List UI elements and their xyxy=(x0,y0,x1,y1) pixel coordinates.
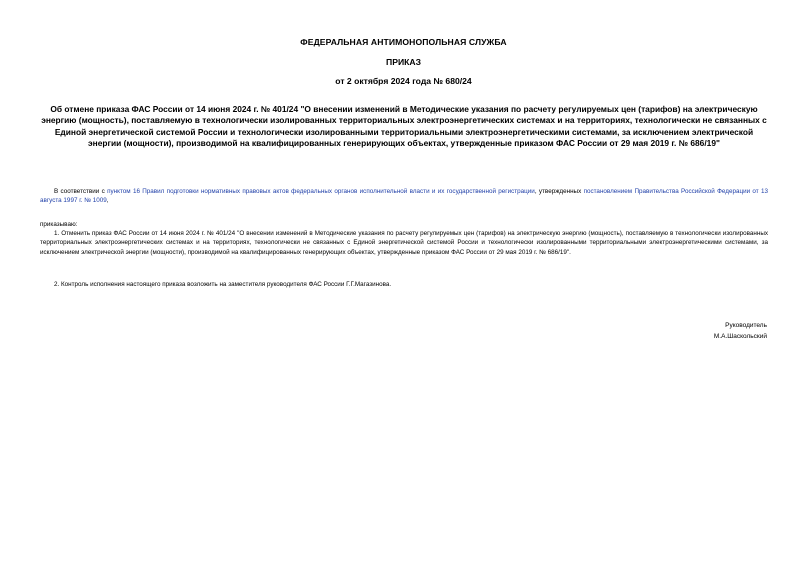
basis-middle: , утвержденных xyxy=(534,188,584,195)
signature-position: Руководитель xyxy=(725,322,767,329)
document-date-number: от 2 октября 2024 года № 680/24 xyxy=(335,76,472,86)
basis-paragraph xyxy=(40,187,768,206)
agency-name: ФЕДЕРАЛЬНАЯ АНТИМОНОПОЛЬНАЯ СЛУЖБА xyxy=(300,37,507,47)
basis-suffix: , xyxy=(106,197,109,205)
document-type: ПРИКАЗ xyxy=(386,57,421,67)
order-item-2: 2. Контроль исполнения настоящего приказа возложить на заместителя руководителя ФАС России Г.Г.Магазинова. xyxy=(54,281,392,288)
order-item-1: 1. Отменить приказ ФАС России от 14 июня 2024 г. № 401/24 "О внесении изменений в Методические указания по расчету регулируемых цен (тарифов) на электрическую энергию (мощность), поставляемую в технологически изолированных территориальных электроэнергетических системах и на территориях, технологически не связанных с Единой энергетической системой России и технологически изолированными территориальными электроэнергетическими системами, за исключением электрической энергии (мощности), производимой на квалифицированных генерирующих объектах, утвержденные приказом ФАС России от 29 мая 2019 г. № 686/19". xyxy=(40,230,768,256)
basis-prefix: В соответствии с xyxy=(54,188,108,195)
rules-link[interactable]: пунктом 16 Правил подготовки нормативных правовых актов федеральных органов исполнительной власти и их государственной регистрации xyxy=(107,188,535,195)
document-title: Об отмене приказа ФАС России от 14 июня 2024 г. № 401/24 "О внесении изменений в Методические указания по расчету регулируемых цен (тарифов) на электрическую энергию (мощность), поставляемую в технологически изолированных территориальных электроэнергетических системах и на территориях, технологически не связанных с Единой энергетической системой России и технологически изолированными территориальными электроэнергетическими системами, за исключением электрической энергии (мощности), производимой на квалифицированных генерирующих объектах, утвержденные приказом ФАС России от 29 мая 2019 г. № 686/19" xyxy=(41,104,767,149)
resolution-link[interactable]: постановлением Правительства Российской Федерации от 13 августа 1997 г. № 1009 xyxy=(40,188,769,205)
order-word: приказываю: xyxy=(40,221,78,228)
signature-name: М.А.Шаскольский xyxy=(713,333,767,340)
